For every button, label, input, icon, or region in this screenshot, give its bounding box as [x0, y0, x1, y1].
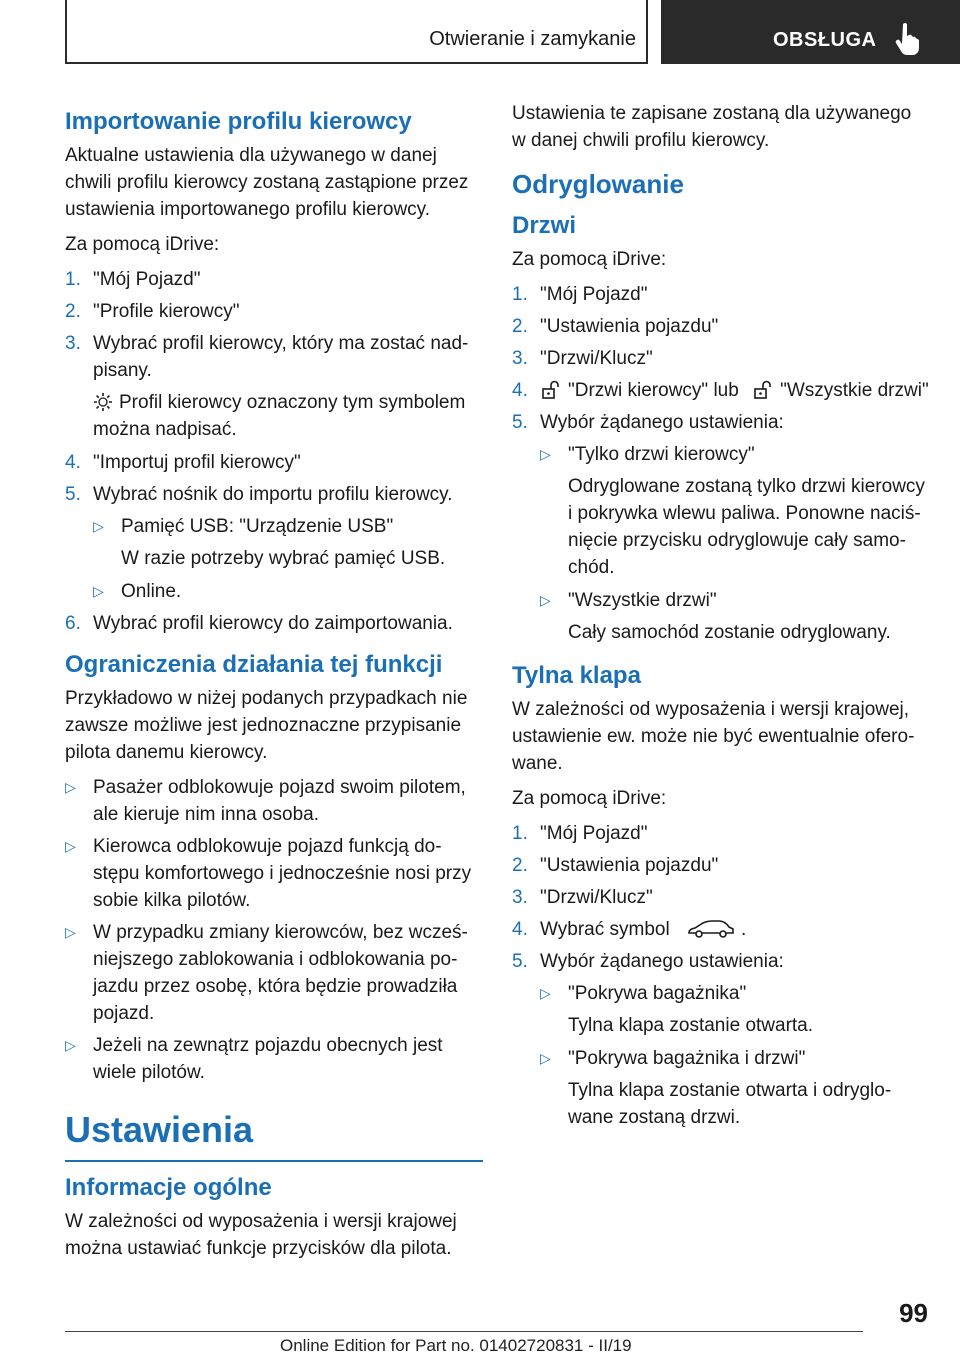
sub-item-detail: Tylna klapa zostanie otwarta. [568, 1015, 814, 1036]
sub-item-text: Pamięć USB: "Urządzenie USB" [121, 516, 394, 537]
step-text: Wybrać symbol [540, 919, 670, 940]
list-item [512, 345, 930, 372]
sub-item-text: "Pokrywa bagażnika" [568, 983, 747, 1004]
step-number: 3. [65, 333, 81, 354]
step-number: 4. [512, 380, 528, 401]
step-text: . [740, 919, 747, 940]
triangle-bullet-icon: ▷ [93, 583, 104, 599]
bullet-text: W przypadku zmiany kierowców, bez wcześ‐niejszego zablokowania i odblokowania po‐jazdu przez osobę, która będzie prowadziła pojazd. [93, 922, 468, 1024]
step-number: 3. [512, 887, 528, 908]
note-text: Profil kierowcy oznaczony tym symbolem można nadpisać. [93, 392, 466, 440]
triangle-bullet-icon: ▷ [540, 1050, 551, 1066]
paragraph: Za pomocą iDrive: [512, 788, 667, 809]
bullet-text: Jeżeli na zewnątrz pojazdu obecnych jest wiele pilotów. [93, 1035, 443, 1083]
triangle-bullet-icon: ▷ [65, 924, 76, 940]
step-number: 5. [512, 951, 528, 972]
unlock-driver-door-icon [540, 380, 562, 400]
hand-pointer-icon [894, 22, 920, 56]
header-section-box [65, 0, 648, 64]
step-number: 1. [512, 284, 528, 305]
step-text: "Mój Pojazd" [93, 269, 201, 290]
paragraph: W zależności od wyposażenia i wersji krajowej można ustawiać funkcje przycisków dla pilota. [65, 1211, 457, 1259]
left-column [65, 100, 483, 1270]
step-text: "Drzwi/Klucz" [540, 348, 653, 369]
step-text: "Profile kierowcy" [93, 301, 240, 322]
step-text: "Mój Pojazd" [540, 284, 648, 305]
paragraph: Za pomocą iDrive: [512, 249, 667, 270]
sub-item-text: "Wszystkie drzwi" [568, 590, 717, 611]
paragraph: Ustawienia te zapisane zostaną dla używanego w danej chwili profilu kierowcy. [512, 103, 912, 151]
sub-list-item [512, 980, 930, 1007]
paragraph: Przykładowo w niżej podanych przypadkach nie zawsze możliwe jest jednoznaczne przypisanie pilota danemu kierowcy. [65, 688, 468, 763]
step-number: 1. [65, 269, 81, 290]
paragraph: Za pomocą iDrive: [65, 234, 220, 255]
footer-divider [65, 1331, 863, 1332]
triangle-bullet-icon: ▷ [540, 446, 551, 462]
list-item [512, 916, 930, 943]
sub-item-detail: Cały samochód zostanie odryglowany. [568, 622, 891, 643]
sub-item-detail: W razie potrzeby wybrać pamięć USB. [121, 548, 446, 569]
triangle-bullet-icon: ▷ [540, 985, 551, 1001]
heading-settings: Ustawienia [65, 1106, 483, 1162]
list-item [65, 330, 483, 384]
right-column [512, 100, 930, 1137]
triangle-bullet-icon: ▷ [65, 779, 76, 795]
sub-item-detail: Tylna klapa zostanie otwarta i odryglo‐wane zostaną drzwi. [568, 1080, 892, 1128]
car-tailgate-icon [687, 919, 735, 939]
step-number: 6. [65, 613, 81, 634]
list-item [512, 948, 930, 975]
list-item [512, 409, 930, 436]
gear-icon [93, 392, 113, 412]
sub-list-item [65, 513, 483, 540]
step-text: "Ustawienia pojazdu" [540, 316, 719, 337]
list-item [65, 449, 483, 476]
bullet-text: Pasażer odblokowuje pojazd swoim pilotem, ale kieruje nim inna osoba. [93, 777, 466, 825]
sub-item-text: "Tylko drzwi kierowcy" [568, 444, 755, 465]
step-text: "Mój Pojazd" [540, 823, 648, 844]
step-text: "Ustawienia pojazdu" [540, 855, 719, 876]
footer-edition: Online Edition for Part no. 01402720831 - II/19 [280, 1336, 632, 1355]
step-text: Wybrać profil kierowcy do zaimportowania. [93, 613, 453, 634]
step-text: Wybrać profil kierowcy, który ma zostać nad‐pisany. [93, 333, 469, 381]
step-text: "Drzwi/Klucz" [540, 887, 653, 908]
bullet-item [65, 1032, 483, 1086]
paragraph: W zależności od wyposażenia i wersji krajowej, ustawienie ew. może nie być ewentualnie ofero‐wane. [512, 699, 915, 774]
list-item [65, 481, 483, 508]
triangle-bullet-icon: ▷ [65, 1037, 76, 1053]
list-item [512, 884, 930, 911]
step-number: 3. [512, 348, 528, 369]
step-number: 5. [512, 412, 528, 433]
triangle-bullet-icon: ▷ [540, 592, 551, 608]
header-chapter-box [661, 0, 960, 64]
heading-general-info: Informacje ogólne [65, 1174, 272, 1201]
step-number: 2. [512, 316, 528, 337]
step-number: 2. [65, 301, 81, 322]
step-number: 2. [512, 855, 528, 876]
step-text: Wybór żądanego ustawienia: [540, 951, 784, 972]
list-item [512, 820, 930, 847]
sub-item-detail: Odryglowane zostaną tylko drzwi kierowcy i pokrywka wlewu paliwa. Ponowne naciś‐nięcie przycisku odryglowuje cały samo‐chód. [568, 476, 925, 578]
triangle-bullet-icon: ▷ [65, 838, 76, 854]
bullet-item [65, 919, 483, 1027]
heading-limits: Ograniczenia działania tej funkcji [65, 651, 443, 678]
bullet-item [65, 833, 483, 914]
sub-list-item [512, 587, 930, 614]
heading-tailgate: Tylna klapa [512, 662, 641, 689]
sub-list-item [512, 441, 930, 468]
list-item [512, 281, 930, 308]
list-item [512, 377, 930, 404]
step-text: Wybór żądanego ustawienia: [540, 412, 784, 433]
header-section-title: Otwieranie i zamykanie [429, 28, 636, 50]
sub-item-text: Online. [121, 581, 182, 602]
step-text: "Importuj profil kierowcy" [93, 452, 301, 473]
list-item [512, 852, 930, 879]
list-item [65, 266, 483, 293]
sub-list-item [65, 578, 483, 605]
list-item [512, 313, 930, 340]
unlock-all-doors-icon [752, 380, 774, 400]
list-item [65, 298, 483, 325]
step-number: 4. [512, 919, 528, 940]
list-item [65, 610, 483, 637]
heading-unlocking: Odryglowanie [512, 169, 684, 199]
bullet-item [65, 774, 483, 828]
paragraph: Aktualne ustawienia dla używanego w danej chwili profilu kierowcy zostaną zastąpione przez ustawienia importowanego profilu kierowcy. [65, 145, 469, 220]
triangle-bullet-icon: ▷ [93, 518, 104, 534]
sub-item-text: "Pokrywa bagażnika i drzwi" [568, 1048, 806, 1069]
step-number: 4. [65, 452, 81, 473]
step-text: "Drzwi kierowcy" lub [568, 380, 739, 401]
step-text: "Wszystkie drzwi" [780, 380, 929, 401]
header-chapter-title: OBSŁUGA [773, 29, 877, 51]
sub-list-item [512, 1045, 930, 1072]
heading-import-profile: Importowanie profilu kierowcy [65, 108, 412, 135]
heading-doors: Drzwi [512, 212, 577, 239]
page-number: 99 [899, 1298, 928, 1328]
note [65, 389, 483, 443]
step-text: Wybrać nośnik do importu profilu kierowcy. [93, 484, 453, 505]
step-number: 1. [512, 823, 528, 844]
bullet-text: Kierowca odblokowuje pojazd funkcją do‐stępu komfortowego i jednocześnie nosi przy sobie kilka pilotów. [93, 836, 472, 911]
step-number: 5. [65, 484, 81, 505]
